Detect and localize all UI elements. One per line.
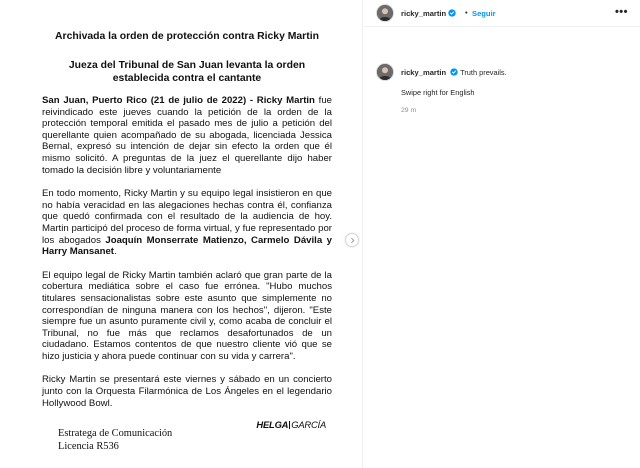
signature-block (58, 427, 172, 453)
verified-badge-icon (450, 68, 458, 76)
avatar[interactable] (376, 4, 394, 22)
press-release-subtitle: Jueza del Tribunal de San Juan levanta la orden establecida contra el cantante (68, 60, 306, 84)
logo-left: HELGA (256, 419, 289, 431)
carousel-next-button[interactable] (345, 233, 359, 247)
paragraph-2-end: . (113, 246, 117, 258)
paragraph-4: Ricky Martin se presentará este viernes y sábado en un concierto junto con la Orquesta Filarmónica de Los Ángeles en el legendario Hollywood Bowl. (42, 374, 332, 409)
press-release (42, 30, 332, 459)
chevron-right-icon (349, 237, 356, 244)
signature-line-1: Estratega de Comunicación (58, 428, 173, 440)
caption (364, 27, 640, 127)
post-sidebar (364, 0, 640, 468)
profile-photo-icon (377, 64, 393, 80)
helga-garcia-logo (256, 419, 326, 430)
caption-body: Truth prevails. (460, 68, 507, 77)
paragraph-3: El equipo legal de Ricky Martin también aclaró que gran parte de la cobertura mediática sobre el caso fue errónea. "Hubo muchos titulares sensacionalistas sobre este asunto que simplemente no correspondían de ninguna manera con los hechos", dijeron. "Este siempre fue un asunto puramente civil y, como acaba de concluir el Tribunal, no fue más que reclamos desafortunados de un ciudadano. Estamos contentos de que nuestro cliente vió que se hizo justicia y ahora puede continuar con su vida y carrera". (42, 269, 332, 362)
caption-avatar[interactable] (376, 63, 394, 81)
caption-text (401, 68, 507, 77)
verified-badge-icon (448, 9, 456, 17)
more-options-icon[interactable]: ••• (614, 6, 628, 18)
press-release-footer (42, 419, 332, 459)
header-separator: • (465, 8, 468, 17)
paragraph-2-body: En todo momento, Ricky Martin y su equipo legal insistieron en que no había veracidad en las alegaciones hechas contra él, confianza que quedó confirmada con el resultado de la audiencia de hoy. Martin participó del proceso de forma virtual, y fue representado por los abogados (42, 188, 332, 246)
post-header (364, 0, 640, 27)
paragraph-1-lead: San Juan, Puerto Rico (21 de julio de 2022) - Ricky Martin (42, 95, 315, 106)
caption-line-2: Swipe right for English (401, 88, 475, 97)
paragraph-1 (42, 95, 332, 176)
press-release-title: Archivada la orden de protección contra Ricky Martin (55, 31, 319, 42)
follow-button[interactable]: Seguir (472, 9, 496, 18)
signature-line-2: Licencia R536 (58, 441, 119, 453)
caption-username[interactable]: ricky_martin (401, 68, 447, 77)
paragraph-2 (42, 188, 332, 258)
logo-right: GARCÍA (291, 419, 326, 431)
header-username-text[interactable]: ricky_martin (401, 9, 447, 18)
header-username[interactable] (401, 9, 456, 18)
post-timestamp[interactable]: 29 m (401, 107, 417, 114)
paragraph-2-lawyers: Joaquín Monserrate Matienzo, Carmelo Dávila y Harry Mansanet (42, 234, 332, 258)
profile-photo-icon (377, 5, 393, 21)
paragraph-1-body: fue reivindicado este jueves cuando la petición de la orden de la protección temporal emitida el pasado mes de julio a petición del querellante quien acompañado de su abogada, licenciada Jessica Bernal, expresó su intención de dejar sin efecto la orden que él mismo solicitó. A preguntas de la juez el querellante dijo haber tomado la decisión libre y voluntariamente (42, 95, 332, 176)
